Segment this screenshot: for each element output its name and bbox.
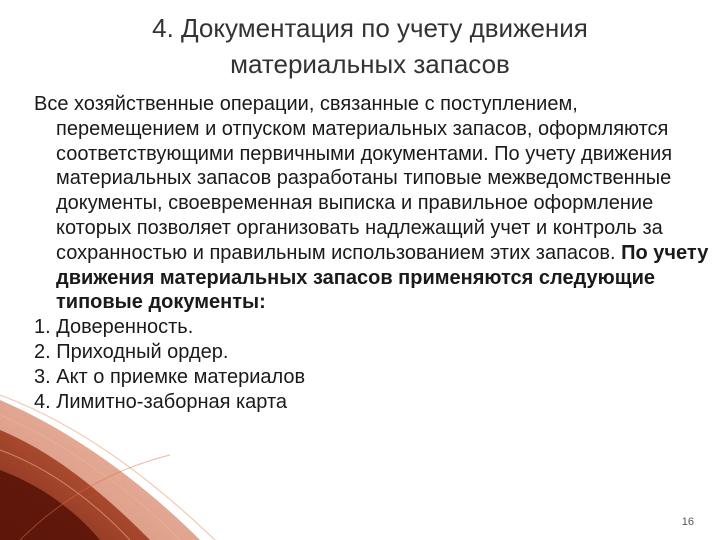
body-paragraph <box>34 92 714 315</box>
page-number: 16 <box>681 516 694 528</box>
slide-title-line-2: материальных запасов <box>230 49 510 79</box>
document-list-item-3: 3. Акт о приемке материалов <box>34 365 306 388</box>
document-list-item-4: 4. Лимитно-заборная карта <box>34 390 288 413</box>
slide-title <box>70 10 670 82</box>
document-list-item-2: 2. Приходный ордер. <box>34 340 229 363</box>
slide-title-line-1: 4. Документация по учету движения <box>152 13 588 43</box>
slide-body <box>34 92 714 414</box>
body-bold-text: По учету движения материальных запасов применяются следующие типовые документы: <box>56 241 709 314</box>
body-text: Все хозяйственные операции, связанные с поступлением, перемещением и отпуском материальных запасов, оформляются соответствующими первичными документами. По учету движения материальных запасов разработаны типовые межведомственные документы, своевременная выписка и правильное оформление которых позволяет организовать надлежащий учет и контроль за сохранностью и правильным использованием этих запасов. <box>34 93 673 264</box>
document-list-item-1: 1. Доверенность. <box>34 316 194 339</box>
